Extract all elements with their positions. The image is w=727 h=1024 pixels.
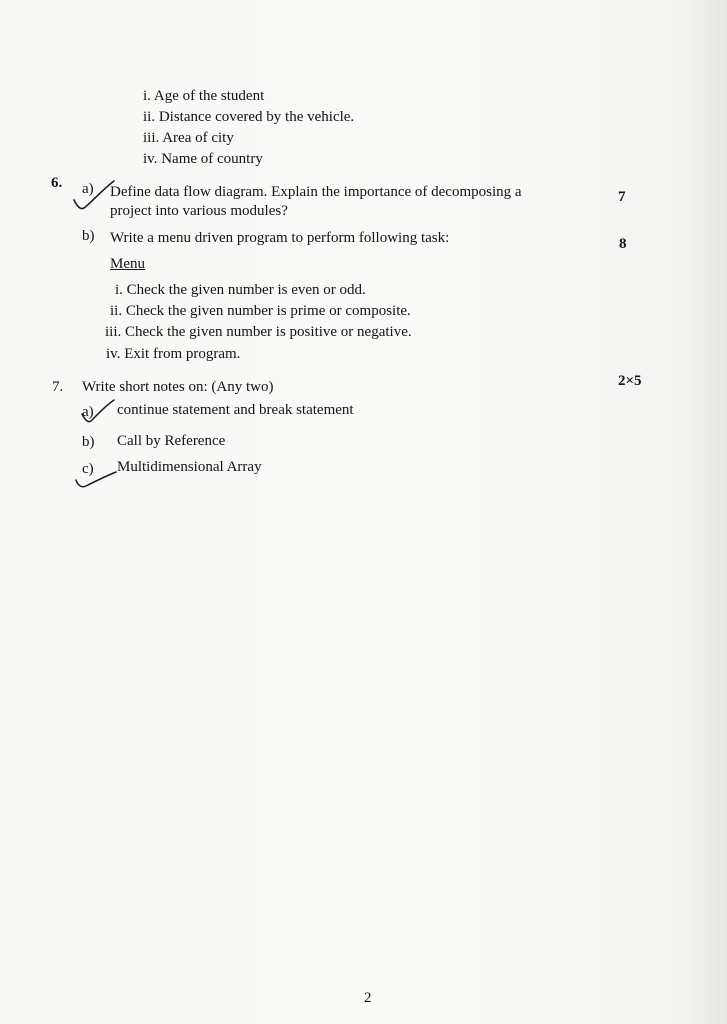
- q6b-marks: 8: [619, 236, 627, 252]
- tick-mark-icon: [70, 466, 120, 494]
- menu-item-number: i.: [115, 282, 123, 298]
- q6a-label: a): [82, 181, 94, 197]
- q7-text: Write short notes on: (Any two): [82, 379, 274, 395]
- q5-option-2: [143, 109, 354, 126]
- option-text: Distance covered by the vehicle.: [158, 109, 355, 125]
- menu-item-number: iv.: [106, 346, 121, 362]
- menu-item-text: Check the given number is positive or negative.: [125, 324, 412, 340]
- option-text: Area of city: [162, 130, 234, 146]
- option-number: iv.: [143, 151, 158, 167]
- q5-option-1: [143, 88, 264, 105]
- menu-item-number: iii.: [105, 324, 122, 340]
- q6b-label: b): [82, 228, 95, 244]
- menu-item-2: [110, 303, 411, 320]
- q7b-text: Call by Reference: [117, 433, 226, 449]
- option-number: iii.: [143, 130, 160, 146]
- menu-item-text: Check the given number is even or odd.: [126, 282, 366, 298]
- option-number: ii.: [143, 109, 156, 125]
- q7c-text: Multidimensional Array: [117, 459, 262, 475]
- q7c-label: c): [82, 461, 94, 477]
- menu-heading: Menu: [110, 256, 145, 272]
- q7-number: 7.: [52, 379, 64, 395]
- q7a-text: continue statement and break statement: [117, 402, 354, 418]
- option-text: Name of country: [161, 151, 263, 167]
- q5-option-3: [143, 130, 234, 147]
- menu-item-4: [106, 346, 240, 363]
- q5-option-4: [143, 151, 263, 168]
- menu-item-number: ii.: [110, 303, 123, 319]
- q6a-marks: 7: [618, 189, 626, 205]
- q7-marks: 2×5: [618, 373, 642, 389]
- menu-item-1: [115, 282, 366, 299]
- menu-item-3: [105, 324, 412, 341]
- q7b-label: b): [82, 434, 95, 450]
- page-number: 2: [364, 990, 372, 1006]
- option-text: Age of the student: [153, 88, 265, 104]
- q6a-text-line2: project into various modules?: [110, 203, 288, 219]
- menu-item-text: Exit from program.: [124, 346, 241, 362]
- q6-number: 6.: [51, 175, 63, 191]
- q7a-label: a): [82, 404, 94, 420]
- menu-item-text: Check the given number is prime or composite.: [125, 303, 411, 319]
- option-number: i.: [143, 88, 151, 104]
- q6b-text: Write a menu driven program to perform following task:: [110, 230, 450, 246]
- q6a-text-line1: Define data flow diagram. Explain the importance of decomposing a: [110, 184, 522, 200]
